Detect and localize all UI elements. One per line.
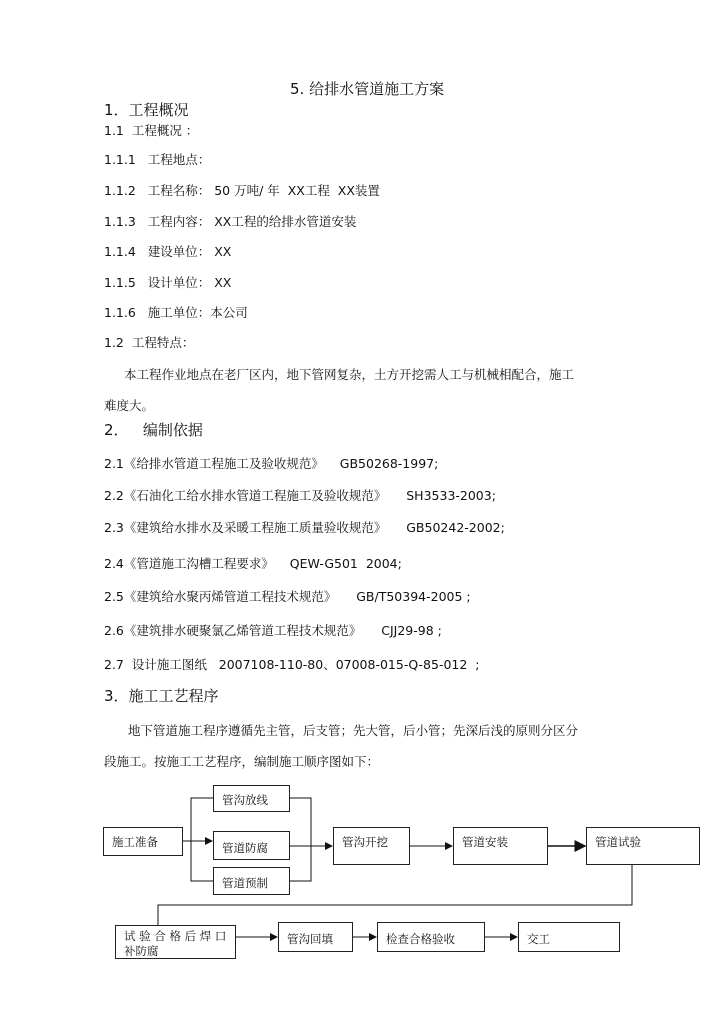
paragraph: 段施工。按施工工艺程序，编制施工顺序图如下： xyxy=(104,754,380,769)
flow-step-weld-repair xyxy=(115,925,236,959)
paragraph: 地下管道施工程序遵循先主管，后支管；先大管，后小管；先深后浅的原则分区分 xyxy=(128,723,579,738)
flow-step-trench-dig: 管沟开挖 xyxy=(333,827,410,865)
flow-step-inspect: 检查合格验收 xyxy=(377,922,485,952)
flow-step-weld-repair-line2: 补防腐 xyxy=(124,944,159,958)
paragraph: 本工程作业地点在老厂区内，地下管网复杂，土方开挖需人工与机械相配合，施工 xyxy=(124,367,575,382)
reference-item: 2.3《建筑给水排水及采暖工程施工质量验收规范》 GB50242-2002; xyxy=(104,520,505,535)
text-line: 1.1.2 工程名称： 50 万吨/ 年 XX工程 XX装置 xyxy=(104,183,380,198)
reference-item: 2.2《石油化工给水排水管道工程施工及验收规范》 SH3533-2003; xyxy=(104,488,496,503)
flow-step-anticorrosion: 管道防腐 xyxy=(213,831,290,860)
reference-item: 2.1《给排水管道工程施工及验收规范》 GB50268-1997; xyxy=(104,456,439,471)
reference-item: 2.6《建筑排水硬聚氯乙烯管道工程技术规范》 CJJ29-98 ; xyxy=(104,623,442,638)
flow-step-handover: 交工 xyxy=(518,922,620,952)
text-line: 1.2 工程特点： xyxy=(104,335,195,350)
page-title: 5. 给排水管道施工方案 xyxy=(290,80,445,98)
section-3-heading: 3．施工工艺程序 xyxy=(104,687,219,705)
section-2-heading: 2． 编制依据 xyxy=(104,421,203,439)
reference-item: 2.7 设计施工图纸 2007108-110-80、07008-015-Q-85-012 ; xyxy=(104,657,480,672)
flow-step-backfill: 管沟回填 xyxy=(278,922,353,952)
reference-item: 2.5《建筑给水聚丙烯管道工程技术规范》 GB/T50394-2005 ; xyxy=(104,589,471,604)
flow-step-layout: 管沟放线 xyxy=(213,785,290,812)
paragraph: 难度大。 xyxy=(104,398,155,413)
flow-step-prep: 施工准备 xyxy=(103,827,183,856)
text-line: 1.1.1 工程地点： xyxy=(104,152,211,167)
flow-step-prefab: 管道预制 xyxy=(213,867,290,895)
text-line: 1.1 工程概况 ： xyxy=(104,123,199,138)
text-line: 1.1.4 建设单位： XX xyxy=(104,244,232,259)
text-line: 1.1.5 设计单位： XX xyxy=(104,275,232,290)
flow-step-weld-repair-line1: 试 验 合 格 后 焊 口 xyxy=(124,929,227,943)
section-1-heading: 1．工程概况 xyxy=(104,101,189,119)
reference-item: 2.4《管道施工沟槽工程要求》 QEW-G501 2004; xyxy=(104,556,402,571)
flow-step-test: 管道试验 xyxy=(586,827,700,865)
text-line: 1.1.3 工程内容： XX工程的给排水管道安装 xyxy=(104,214,357,229)
text-line: 1.1.6 施工单位：本公司 xyxy=(104,305,248,320)
flow-step-install: 管道安装 xyxy=(453,827,548,865)
